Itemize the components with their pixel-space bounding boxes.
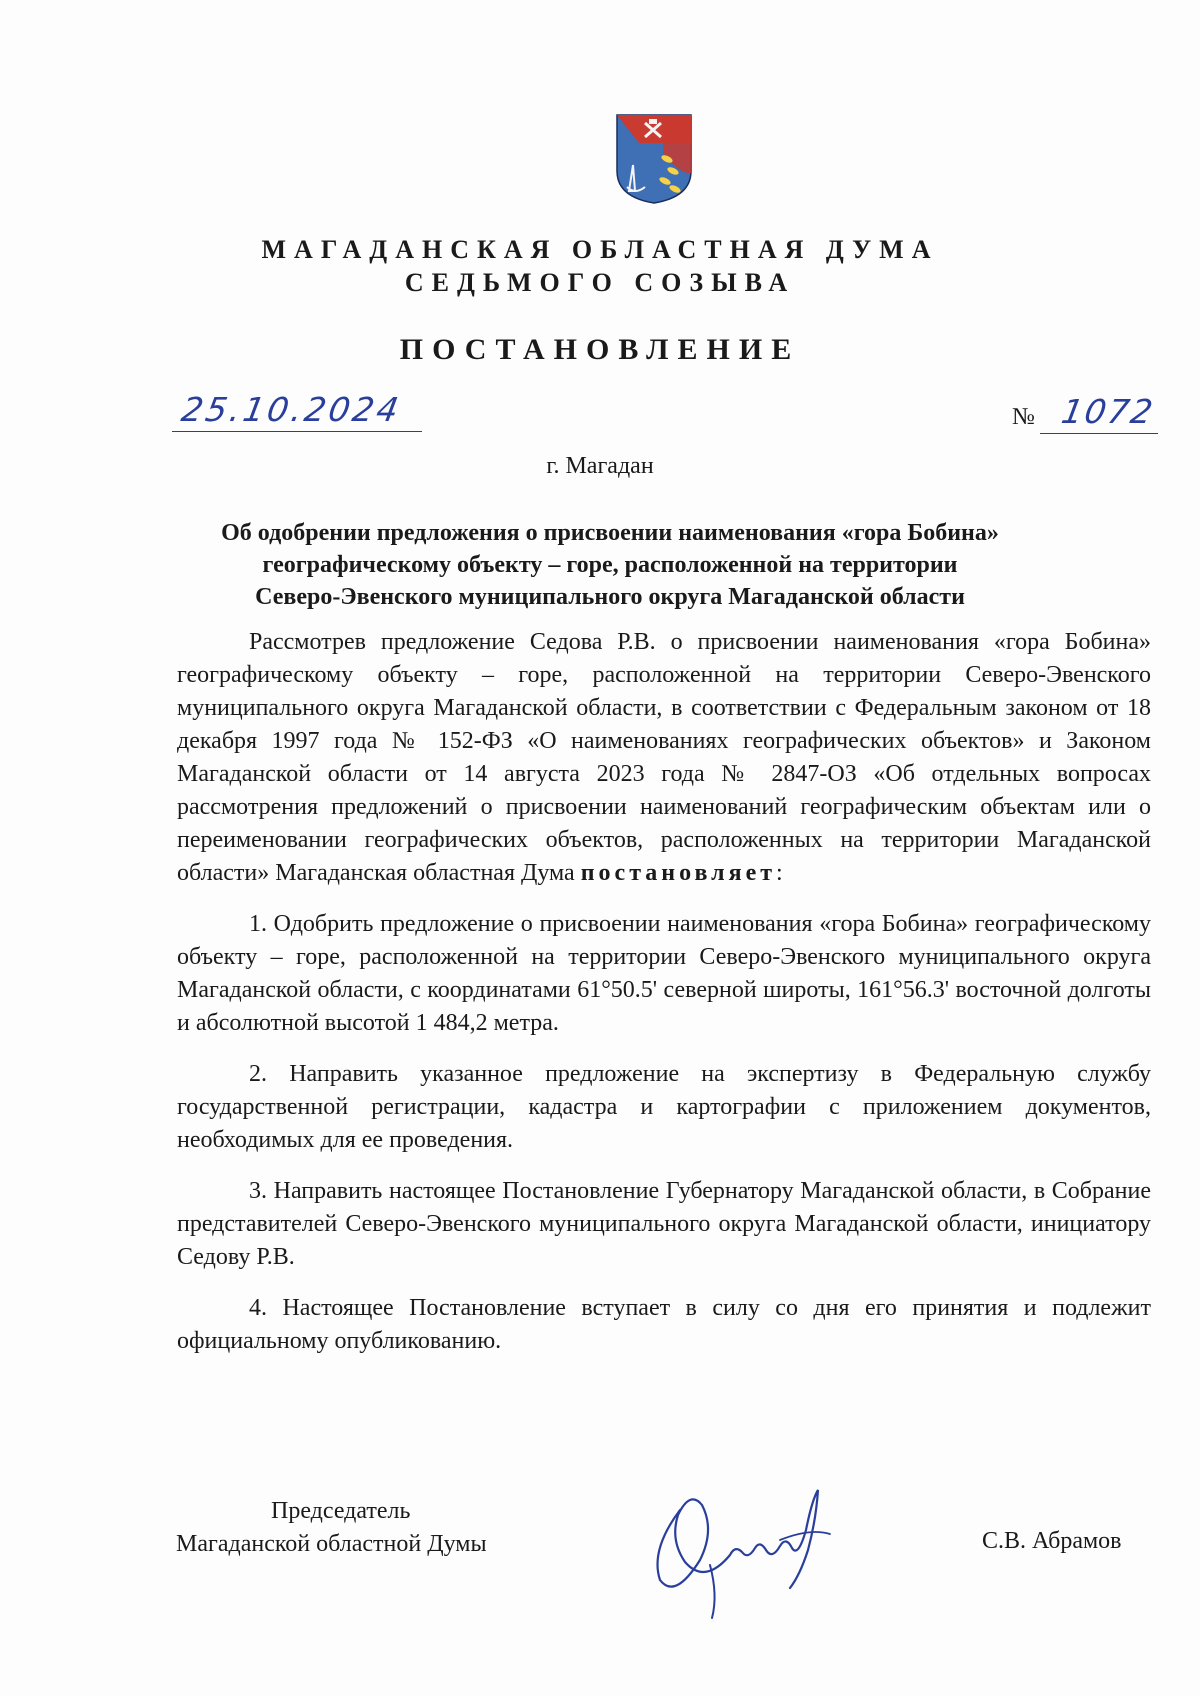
document-title — [150, 517, 1070, 613]
date-underline — [172, 431, 422, 432]
title-line: географическому объекту – горе, расположенной на территории — [262, 552, 958, 578]
title-line: Северо-Эвенского муниципального округа Магаданской области — [255, 584, 965, 610]
title-line: Об одобрении предложения о присвоении наименования «гора Бобина» — [221, 520, 999, 546]
preamble-paragraph — [177, 626, 1151, 890]
city: г. Магадан — [546, 453, 654, 479]
document-body — [177, 626, 1151, 1358]
item-3: 3. Направить настоящее Постановление Губернатору Магаданской области, в Собрание представителей Северо-Эвенского муниципального округа Магаданской области, инициатору Седову Р.В. — [177, 1178, 1151, 1270]
role-line: Председатель — [271, 1498, 411, 1524]
decree-word: постановляет — [580, 860, 777, 886]
item-4: 4. Настоящее Постановление вступает в силу со дня его принятия и подлежит официальному опубликованию. — [177, 1295, 1151, 1354]
signatory-name: С.В. Абрамов — [982, 1528, 1122, 1554]
document-type: ПОСТАНОВЛЕНИЕ — [399, 333, 801, 366]
document-number — [1040, 390, 1158, 438]
item-2: 2. Направить указанное предложение на экспертизу в Федеральную службу государственной регистрации, кадастра и картографии с приложением документов, необходимых для ее проведения. — [177, 1061, 1151, 1153]
coat-of-arms-icon — [615, 113, 693, 205]
item-1: 1. Одобрить предложение о присвоении наименования «гора Бобина» географическому объекту – горе, расположенной на территории Северо-Эвенского муниципального округа Магаданской области, с координатами 61°50.5' северной широты, 161°56.3' восточной долготы и абсолютной высотой 1 484,2 метра. — [177, 911, 1151, 1036]
document-date — [172, 388, 422, 436]
signatory-role — [176, 1495, 487, 1561]
handwritten-signature-icon — [640, 1470, 850, 1620]
organization-name: МАГАДАНСКАЯ ОБЛАСТНАЯ ДУМА — [261, 235, 939, 264]
decree-colon: : — [776, 860, 783, 886]
role-line: Магаданской областной Думы — [176, 1531, 487, 1557]
preamble-text: Рассмотрев предложение Седова Р.В. о присвоении наименования «гора Бобина» географическому объекту – горе, расположенной на территории Северо-Эвенского муниципального округа Магаданской области, в соответствии с Федеральным законом от 18 декабря 1997 года № 152-ФЗ «О наименованиях географических объектов» и Законом Магаданской области от 14 августа 2023 года № 2847-ОЗ «Об отдельных вопросах рассмотрения предложений о присвоении наименований географическим объектам или о переименовании географических объектов, расположенных на территории Магаданской области» Магаданская областная Дума — [177, 629, 1151, 886]
convocation: СЕДЬМОГО СОЗЫВА — [404, 268, 796, 297]
number-label: № — [1012, 404, 1035, 430]
number-underline — [1040, 433, 1158, 434]
handwritten-date: 25.10.2024 — [178, 390, 405, 429]
handwritten-number: 1072 — [1058, 392, 1158, 431]
